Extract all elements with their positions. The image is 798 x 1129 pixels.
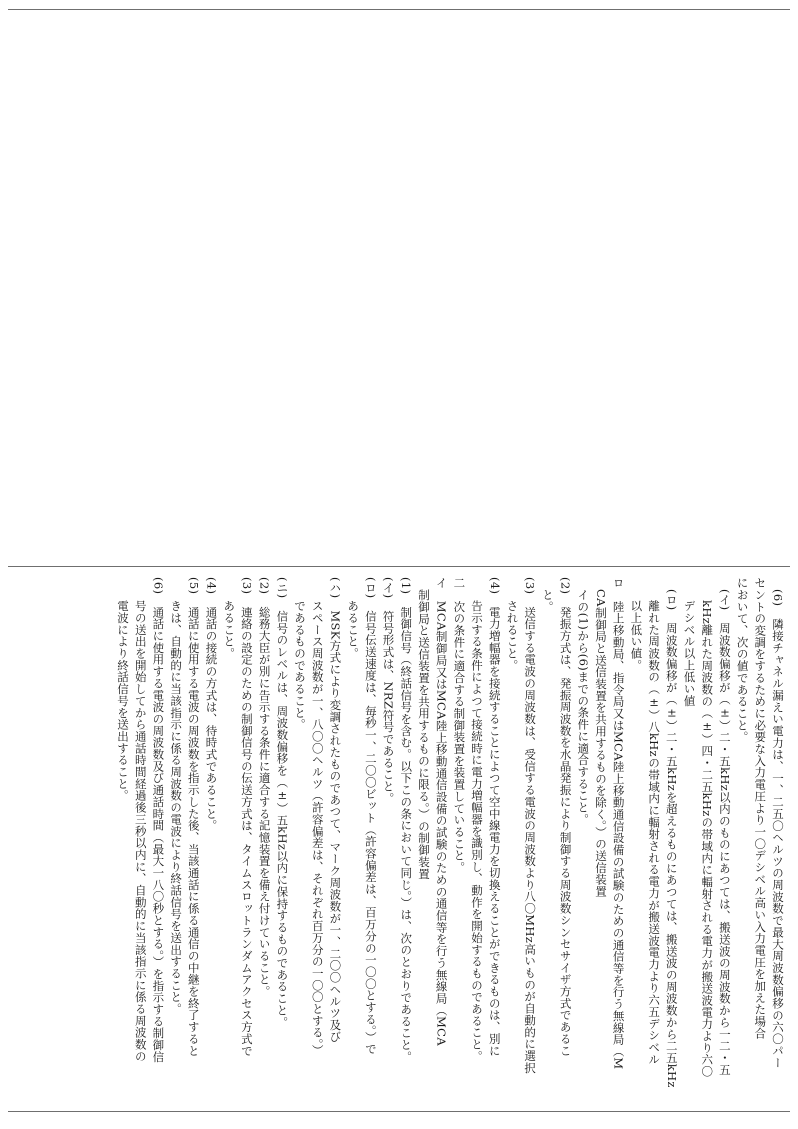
text-line: と。 — [540, 588, 555, 613]
text-line: (ニ) 信号のレベルは、周波数偏移を（±）五kHz以内に保持するものであること。 — [275, 577, 290, 1029]
text-line: 号の送出を開始してから通話時間経過後三秒以内に、自動的に当該指示に係る周波数の — [133, 600, 148, 1063]
section-divider-rule — [8, 566, 790, 567]
text-line: (5) 通話に使用する電波の周波数を指示した後、当該通話に係る通信の中継を終了すると — [186, 577, 201, 1057]
text-line: デシベル以上低い値 — [682, 600, 697, 707]
text-line: セントの変調をするために必要な入力電圧より一〇デシベル高い入力電圧を加えた場合 — [753, 577, 768, 1040]
bottom-rule — [8, 1111, 790, 1112]
text-line: kHz離れた周波数の（±）四・二五kHzの帯域内に輻射される電力が搬送波電力より六〇 — [700, 600, 715, 1078]
text-line: (ハ) MSK方式により変調されたものであつて、マーク周波数が一、二〇〇ヘルツ及び — [328, 577, 343, 1043]
text-line: (イ) 周波数偏移が（±）二・五kHz以内のものにあつては、搬送波の周波数から一二・五 — [717, 588, 732, 1076]
top-rule — [8, 9, 790, 10]
text-line: 以上低い値。 — [629, 600, 644, 672]
text-line: きは、自動的に当該指示に係る周波数の電波により終話信号を送出すること。 — [169, 600, 184, 1015]
text-line: において、次の値であること。 — [735, 577, 750, 743]
text-line: (イ) 符号形式は、NRZ符号であること。 — [381, 577, 396, 805]
text-line: 二 次の条件に適合する制御装置を装置していること。 — [452, 577, 467, 874]
text-line: (2) 総務大臣が別に告示する条件に適合する記憶装置を備え付けていること。 — [257, 577, 272, 998]
text-line: (2) 発振方式は、発振周波数を水晶発振により制御する周波数シンセサイザ方式であるこ — [558, 577, 573, 1057]
text-line: されること。 — [505, 600, 520, 672]
text-line: (ロ) 信号伝送速度は、毎秒一、二〇〇ビット（許容偏差は、百万分の一〇〇とする。）で — [363, 577, 378, 1055]
text-line: ロ 陸上移動局、指令局又はMCA陸上移動通信設備の試験のための通信等を行う無線局（M — [611, 577, 626, 1070]
text-line: 電波により終話信号を送出すること。 — [115, 600, 130, 802]
text-line: (ロ) 周波数偏移が（±）二・五kHzを超えるものにあつては、搬送波の周波数から二五kHz — [664, 588, 679, 1088]
text-line: であるものであること。 — [293, 600, 308, 731]
text-line: (6) 通話に使用する電波の周波数及び通話時間（最大一八〇秒とする。）を指示する制御信 — [151, 577, 166, 1063]
text-line: (3) 連絡の設定のための制御信号の伝送方式は、タイムスロットランダムアクセス方式で — [239, 577, 254, 1057]
text-line: CA制御局と送信装置を共用するものを除く。）の送信装置 — [593, 588, 608, 897]
text-line: あること。 — [346, 600, 361, 660]
text-line: スペース周波数が一、八〇〇ヘルツ（許容偏差は、それぞれ百万分の一〇〇とする。） — [310, 600, 325, 1057]
text-line: (6) 隣接チャネル漏えい電力は、一、二五〇ヘルツの周波数で最大周波数偏移の六〇パー — [771, 588, 785, 1068]
vertical-text-block — [8, 577, 786, 1105]
text-line: イ MCA制御局又はMCA陸上移動通信設備の試験のための通信等を行う無線局（MCA — [434, 577, 449, 1046]
text-line: イの(1)から(6)までの条件に適合すること。 — [576, 588, 591, 825]
text-line: 告示する条件によつて接続時に電力増幅器を識別し、動作を開始するものであること。 — [470, 600, 485, 1063]
text-line: (1) 制御信号（終話信号を含む。以下この条において同じ。）は、次のとおりであること。 — [399, 577, 414, 1063]
text-line: 離れた周波数の（±）八kHzの帯域内に輻射される電力が搬送波電力より六五デシベル — [647, 600, 662, 1066]
text-line: (4) 通話の接続の方式は、待時式であること。 — [204, 577, 219, 832]
text-line: 制御局と送信装置を共用するものに限る。）の制御装置 — [416, 588, 431, 879]
text-line: (3) 送信する電波の周波数は、受信する電波の周波数より八〇MHz高いものが自動的に選択 — [523, 577, 538, 1074]
text-line: あること。 — [222, 600, 237, 660]
text-line: (4) 電力増幅器を接続することによつて空中線電力を切換えることができるものは、別に — [487, 577, 502, 1057]
